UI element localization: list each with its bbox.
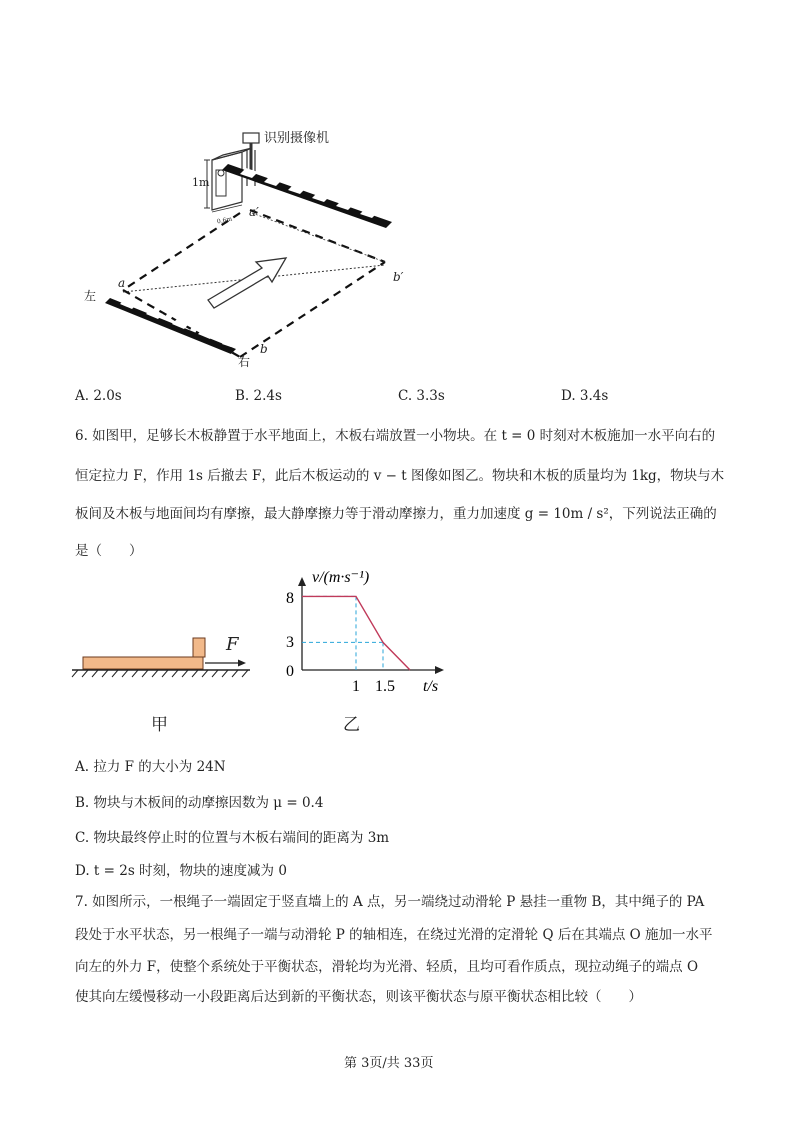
q5-option-c: C. 3.3s (398, 388, 445, 404)
barrier-arm (222, 164, 392, 228)
point-a-prime-label: a′ (249, 205, 259, 219)
point-a-label: a (118, 276, 126, 290)
q5-option-b: B. 2.4s (235, 388, 282, 404)
force-label: F (226, 634, 239, 655)
q6-option-a: A. 拉力 F 的大小为 24N (75, 759, 226, 775)
y-tick-8: 8 (286, 590, 294, 607)
q5-option-d: D. 3.4s (561, 388, 609, 404)
q6-line-1: 6. 如图甲，足够长木板静置于水平地面上，木板右端放置一小物块。在 t = 0 时刻对木板施加一水平向右的 (75, 428, 716, 444)
q7-line-1: 7. 如图所示，一根绳子一端固定于竖直墙上的 A 点，另一端绕过动滑轮 P 悬挂一重物 B，其中绳子的 PA (75, 894, 705, 910)
q6-option-c: C. 物块最终停止时的位置与木板右端间的距离为 3m (75, 830, 390, 846)
fig-yi-caption: 乙 (343, 715, 360, 735)
q5-option-a: A. 2.0s (75, 388, 122, 404)
q7-line-3: 向左的外力 F，使整个系统处于平衡状态，滑轮均为光滑、轻质，且均可看作质点，现拉动绳子的端点 O (75, 959, 699, 975)
x-tick-1-5: 1.5 (375, 678, 395, 695)
q6-line-2: 恒定拉力 F，作用 1s 后撤去 F，此后木板运动的 v − t 图像如图乙。物块和木板的质量均为 1kg，物块与木 (75, 468, 725, 484)
q7-line-2: 段处于水平状态，另一根绳子一端与动滑轮 P 的轴相连，在绕过光滑的定滑轮 Q 后在其端点 O 施加一水平 (75, 927, 713, 943)
direction-arrow-icon (208, 258, 286, 308)
small-block (193, 638, 205, 657)
width-label: 0.6m (216, 215, 233, 226)
q6-option-b: B. 物块与木板间的动摩擦因数为 μ = 0.4 (75, 795, 324, 811)
y-tick-3: 3 (286, 634, 294, 651)
x-tick-1: 1 (352, 678, 360, 695)
q6-line-4: 是（ ） (75, 543, 143, 559)
q7-line-4: 使其向左缓慢移动一小段距离后达到新的平衡状态，则该平衡状态与原平衡状态相比较（ ） (75, 989, 642, 1005)
camera-icon (243, 133, 259, 143)
x-axis-label: t/s (423, 678, 439, 695)
point-b-label: b (260, 342, 268, 356)
fig-jia-caption: 甲 (151, 715, 168, 735)
parking-gate-figure (70, 110, 430, 375)
page-footer: 第 3页/共 33页 (344, 1056, 434, 1071)
left-label: 左 (84, 289, 97, 303)
q6-option-d: D. t = 2s 时刻，物块的速度减为 0 (75, 863, 287, 879)
y-axis-label: v/(m·s⁻¹) (312, 569, 370, 586)
x-tick-0: 0 (286, 663, 294, 680)
q6-line-3: 板间及木板与地面间均有摩擦，最大静摩擦力等于滑动摩擦力，重力加速度 g = 10m / s²，下列说法正确的 (75, 506, 717, 522)
point-b-prime-label: b′ (393, 270, 404, 284)
right-label: 右 (238, 355, 251, 369)
wooden-board (83, 657, 203, 669)
vt-chart (270, 565, 455, 700)
height-label: 1m (192, 176, 210, 189)
camera-label: 识别摄像机 (264, 131, 330, 146)
